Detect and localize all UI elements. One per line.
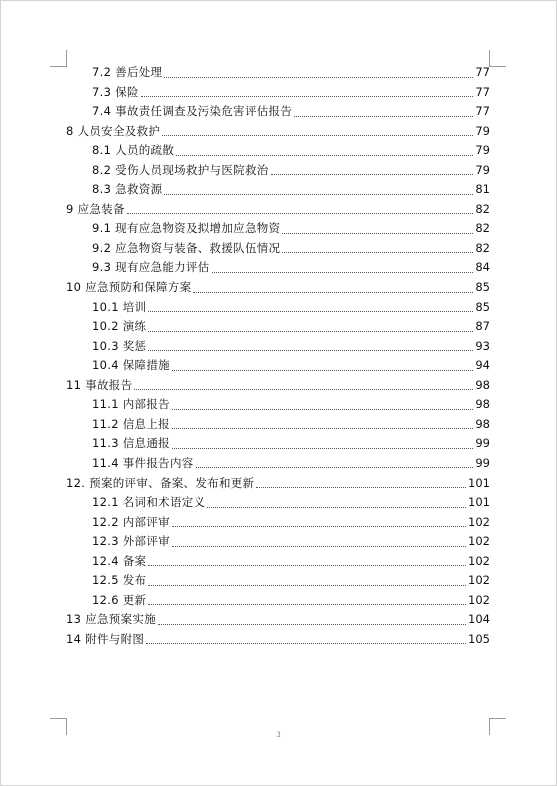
toc-page-number: 105 <box>468 631 490 646</box>
toc-section-entry[interactable] <box>92 591 490 611</box>
toc-dot-leader <box>134 388 473 390</box>
toc-page-number: 101 <box>468 495 490 510</box>
toc-entry-title: 12. 预案的评审、备案、发布和更新 <box>66 475 255 490</box>
toc-entry-title: 11.3 信息通报 <box>92 436 170 451</box>
toc-entry-title: 9.3 现有应急能力评估 <box>92 260 210 275</box>
toc-entry-title: 8.2 受伤人员现场救护与医院救治 <box>92 162 269 177</box>
toc-chapter-entry[interactable] <box>66 376 490 396</box>
toc-page-number: 82 <box>475 221 490 236</box>
toc-entry-title: 11.1 内部报告 <box>92 397 170 412</box>
toc-dot-leader <box>158 623 466 625</box>
toc-dot-leader <box>193 291 473 293</box>
toc-dot-leader <box>127 212 474 214</box>
toc-dot-leader <box>172 427 473 429</box>
toc-page-number: 84 <box>475 260 490 275</box>
toc-dot-leader <box>282 232 473 234</box>
toc-entry-title: 10.3 奖惩 <box>92 338 147 353</box>
toc-section-entry[interactable] <box>92 298 490 318</box>
toc-page-number: 99 <box>475 455 490 470</box>
toc-page-number: 77 <box>475 104 490 119</box>
toc-section-entry[interactable] <box>92 356 490 376</box>
toc-page-number: 79 <box>475 143 490 158</box>
toc-dot-leader <box>148 603 466 605</box>
toc-entry-title: 8 人员安全及救护 <box>66 123 161 138</box>
toc-entry-title: 12.4 备案 <box>92 553 147 568</box>
toc-section-entry[interactable] <box>92 161 490 181</box>
toc-entry-title: 13 应急预案实施 <box>66 612 156 627</box>
toc-dot-leader <box>164 193 473 195</box>
toc-chapter-entry[interactable] <box>66 200 490 220</box>
toc-page-number: 79 <box>475 162 490 177</box>
toc-page-number: 82 <box>475 201 490 216</box>
toc-section-entry[interactable] <box>92 532 490 552</box>
toc-page-number: 77 <box>475 84 490 99</box>
toc-entry-title: 12.3 外部评审 <box>92 534 170 549</box>
toc-section-entry[interactable] <box>92 219 490 239</box>
toc-page-number: 77 <box>475 65 490 80</box>
toc-entry-title: 11 事故报告 <box>66 377 133 392</box>
toc-dot-leader <box>148 310 473 312</box>
toc-entry-title: 10.1 培训 <box>92 299 147 314</box>
toc-dot-leader <box>148 584 466 586</box>
toc-dot-leader <box>172 447 473 449</box>
toc-page-number: 93 <box>475 338 490 353</box>
page-number: 3 <box>276 731 281 739</box>
toc-page-number: 82 <box>475 240 490 255</box>
toc-entry-title: 14 附件与附图 <box>66 631 145 646</box>
toc-entry-title: 10.4 保障措施 <box>92 358 170 373</box>
toc-page-number: 79 <box>475 123 490 138</box>
toc-page-number: 101 <box>468 475 490 490</box>
toc-dot-leader <box>172 525 466 527</box>
toc-entry-title: 7.4 事故责任调查及污染危害评估报告 <box>92 104 293 119</box>
toc-dot-leader <box>164 76 473 78</box>
toc-section-entry[interactable] <box>92 141 490 161</box>
toc-entry-title: 9.1 现有应急物资及拟增加应急物资 <box>92 221 281 236</box>
toc-section-entry[interactable] <box>92 493 490 513</box>
toc-entry-title: 7.3 保险 <box>92 84 139 99</box>
toc-section-entry[interactable] <box>92 258 490 278</box>
toc-section-entry[interactable] <box>92 102 490 122</box>
toc-dot-leader <box>141 95 474 97</box>
toc-chapter-entry[interactable] <box>66 630 490 650</box>
toc-dot-leader <box>146 642 466 644</box>
toc-section-entry[interactable] <box>92 434 490 454</box>
toc-entry-title: 11.2 信息上报 <box>92 416 170 431</box>
table-of-contents <box>0 63 557 649</box>
toc-dot-leader <box>294 115 473 117</box>
toc-entry-title: 12.2 内部评审 <box>92 514 170 529</box>
toc-section-entry[interactable] <box>92 395 490 415</box>
toc-dot-leader <box>172 545 466 547</box>
toc-section-entry[interactable] <box>92 513 490 533</box>
toc-entry-title: 10.2 演练 <box>92 319 147 334</box>
toc-chapter-entry[interactable] <box>66 278 490 298</box>
toc-page-number: 94 <box>475 358 490 373</box>
toc-chapter-entry[interactable] <box>66 122 490 142</box>
toc-page-number: 102 <box>468 592 490 607</box>
toc-section-entry[interactable] <box>92 83 490 103</box>
toc-dot-leader <box>282 251 473 253</box>
toc-page-number: 85 <box>475 299 490 314</box>
toc-page-number: 98 <box>475 416 490 431</box>
toc-entry-title: 10 应急预防和保障方案 <box>66 280 192 295</box>
toc-entry-title: 12.6 更新 <box>92 592 147 607</box>
toc-dot-leader <box>176 154 473 156</box>
toc-dot-leader <box>162 134 473 136</box>
toc-section-entry[interactable] <box>92 180 490 200</box>
toc-dot-leader <box>172 408 473 410</box>
toc-dot-leader <box>207 506 466 508</box>
toc-entry-title: 11.4 事件报告内容 <box>92 455 194 470</box>
toc-dot-leader <box>212 271 474 273</box>
toc-dot-leader <box>256 486 466 488</box>
toc-section-entry[interactable] <box>92 63 490 83</box>
toc-dot-leader <box>172 369 473 371</box>
toc-entry-title: 7.2 善后处理 <box>92 65 163 80</box>
toc-page-number: 104 <box>468 612 490 627</box>
toc-section-entry[interactable] <box>92 454 490 474</box>
toc-page-number: 85 <box>475 280 490 295</box>
toc-page-number: 81 <box>475 182 490 197</box>
toc-page-number: 102 <box>468 573 490 588</box>
toc-chapter-entry[interactable] <box>66 473 490 493</box>
toc-page-number: 87 <box>475 319 490 334</box>
toc-section-entry[interactable] <box>92 552 490 572</box>
toc-section-entry[interactable] <box>92 317 490 337</box>
toc-dot-leader <box>148 564 466 566</box>
toc-section-entry[interactable] <box>92 415 490 435</box>
toc-entry-title: 12.5 发布 <box>92 573 147 588</box>
toc-entry-title: 8.3 急救资源 <box>92 182 163 197</box>
toc-page-number: 99 <box>475 436 490 451</box>
toc-section-entry[interactable] <box>92 337 490 357</box>
toc-page-number: 102 <box>468 534 490 549</box>
toc-page-number: 102 <box>468 553 490 568</box>
toc-entry-title: 12.1 名词和术语定义 <box>92 495 206 510</box>
toc-dot-leader <box>271 173 474 175</box>
toc-section-entry[interactable] <box>92 571 490 591</box>
toc-dot-leader <box>148 330 473 332</box>
toc-page-number: 102 <box>468 514 490 529</box>
toc-page-number: 98 <box>475 377 490 392</box>
toc-entry-title: 9 应急装备 <box>66 201 125 216</box>
toc-dot-leader <box>196 466 474 468</box>
toc-dot-leader <box>148 349 473 351</box>
toc-entry-title: 9.2 应急物资与装备、救援队伍情况 <box>92 240 281 255</box>
toc-entry-title: 8.1 人员的疏散 <box>92 143 175 158</box>
toc-section-entry[interactable] <box>92 239 490 259</box>
toc-page-number: 98 <box>475 397 490 412</box>
toc-chapter-entry[interactable] <box>66 610 490 630</box>
